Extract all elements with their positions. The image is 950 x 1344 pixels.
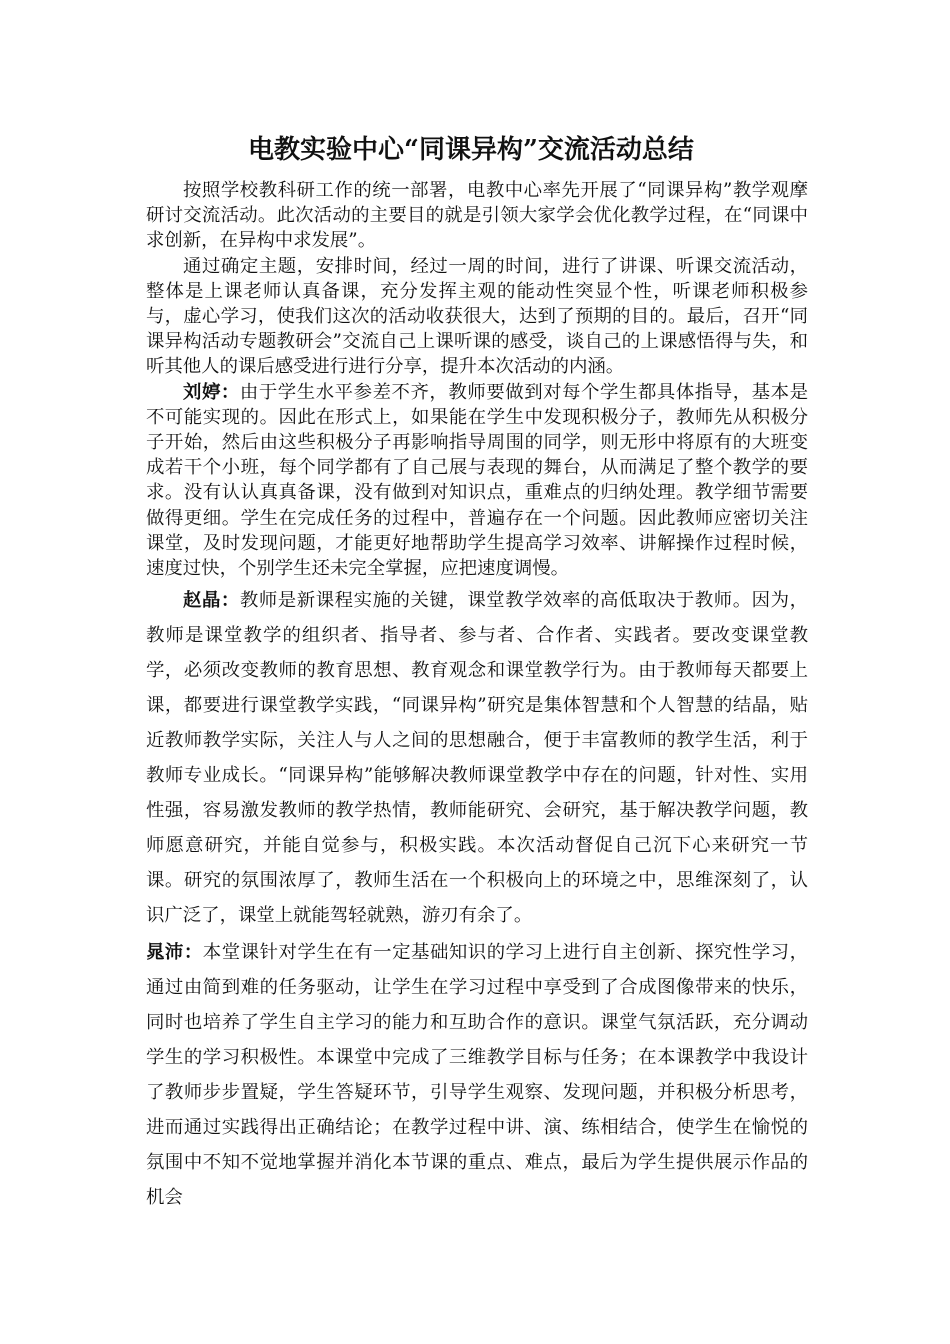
paragraph-zhao-jing xyxy=(146,583,808,933)
paragraph-chao-pei xyxy=(146,935,808,1215)
paragraph-text: 通过确定主题，安排时间，经过一周的时间，进行了讲课、听课交流活动，整体是上课老师认真备课，充分发挥主观的能动性突显个性，听课老师积极参与，虚心学习，使我们这次的活动收获很大，达到了预期的目的。最后，召开“同课异构活动专题教研会”交流自己上课听课的感受，谈自己的上课感悟得与失，和听其他人的课后感受进行进行分享，提升本次活动的内涵。 xyxy=(146,255,808,378)
paragraph-liu-ting xyxy=(146,380,808,582)
speaker-name: 赵晶： xyxy=(183,590,240,612)
document-page xyxy=(146,128,808,1215)
speaker-name: 晁沛： xyxy=(146,942,203,964)
paragraph-text: 由于学生水平参差不齐，教师要做到对每个学生都具体指导，基本是不可能实现的。因此在形式上，如果能在学生中发现积极分子，教师先从积极分子开始，然后由这些积极分子再影响指导周围的同学，则无形中将原有的大班变成若干个小班，每个同学都有了自己展与表现的舞台，从而满足了整个教学的要求。没有认认真真备课，没有做到对知识点，重难点的归纳处理。教学细节需要做得更细。学生在完成任务的过程中，普遍存在一个问题。因此教师应密切关注课堂，及时发现问题，才能更好地帮助学生提高学习效率、讲解操作过程时候，速度过快，个别学生还未完全掌握，应把速度调慢。 xyxy=(146,381,808,580)
paragraph-process xyxy=(146,254,808,380)
paragraph-text: 教师是新课程实施的关键，课堂教学效率的高低取决于教师。因为，教师是课堂教学的组织者、指导者、参与者、合作者、实践者。要改变课堂教学，必须改变教师的教育思想、教育观念和课堂教学行为。由于教师每天都要上课，都要进行课堂教学实践，“同课异构”研究是集体智慧和个人智慧的结晶，贴近教师教学实际，关注人与人之间的思想融合，便于丰富教师的教学生活，利于教师专业成长。“同课异构”能够解决教师课堂教学中存在的问题，针对性、实用性强，容易激发教师的教学热情，教师能研究、会研究，基于解决教学问题，教师愿意研究，并能自觉参与，积极实践。本次活动督促自己沉下心来研究一节课。研究的氛围浓厚了，教师生活在一个积极向上的环境之中，思维深刻了，认识广泛了，课堂上就能驾轻就熟，游刃有余了。 xyxy=(146,590,808,927)
paragraph-text: 按照学校教科研工作的统一部署，电教中心率先开展了“同课异构”教学观摩研讨交流活动。此次活动的主要目的就是引领大家学会优化教学过程，在“同课中求创新，在异构中求发展”。 xyxy=(146,180,808,252)
speaker-name: 刘婷： xyxy=(183,381,240,403)
paragraph-text: 本堂课针对学生在有一定基础知识的学习上进行自主创新、探究性学习，通过由简到难的任务驱动，让学生在学习过程中享受到了合成图像带来的快乐，同时也培养了学生自主学习的能力和互助合作的意识。课堂气氛活跃，充分调动学生的学习积极性。本课堂中完成了三维教学目标与任务；在本课教学中我设计了教师步步置疑，学生答疑环节，引导学生观察、发现问题，并积极分析思考，进而通过实践得出正确结论；在教学过程中讲、演、练相结合，使学生在愉悦的氛围中不知不觉地掌握并消化本节课的重点、难点，最后为学生提供展示作品的机会 xyxy=(146,942,808,1209)
paragraph-intro xyxy=(146,178,808,254)
document-title: 电教实验中心“同课异构”交流活动总结 xyxy=(248,135,694,165)
